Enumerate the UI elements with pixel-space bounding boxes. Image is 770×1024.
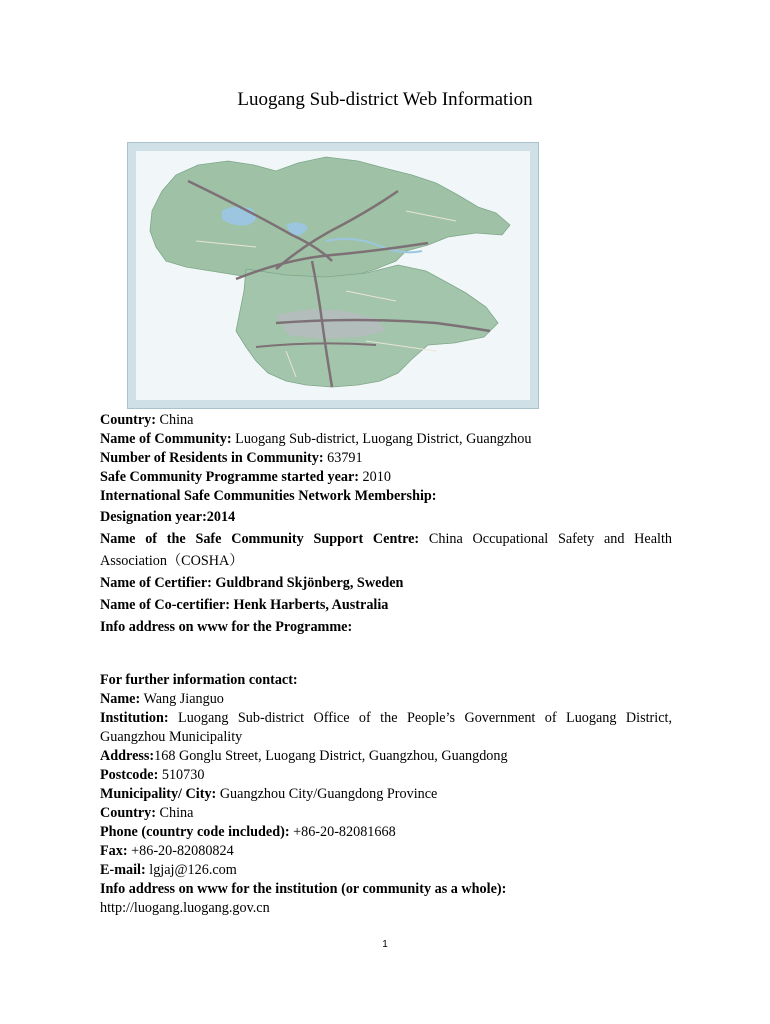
email-value[interactable]: lgjaj@126.com: [149, 862, 237, 878]
country-value: China: [159, 412, 194, 428]
institution-label: Institution:: [100, 710, 169, 726]
country-label: Country:: [100, 412, 156, 428]
support-centre-line: [100, 528, 672, 550]
city-line: [100, 785, 672, 804]
email-line: [100, 861, 672, 880]
contact-name-label: Name:: [100, 691, 141, 707]
programme-info-address-label: Info address on www for the Programme:: [100, 619, 353, 635]
membership-line: [100, 487, 672, 506]
map-illustration: [136, 151, 530, 400]
certifier-line: [100, 572, 672, 594]
programme-info-address-line: [100, 616, 672, 638]
designation-line: [100, 506, 672, 528]
postcode-line: [100, 766, 672, 785]
residents-label: Number of Residents in Community:: [100, 450, 324, 466]
email-label: E-mail:: [100, 862, 146, 878]
phone-label: Phone (country code included):: [100, 824, 290, 840]
support-centre-label: Name of the Safe Community Support Centre:: [100, 531, 420, 547]
institution-value-cont: Guangzhou Municipality: [100, 729, 243, 745]
phone-value: +86-20-82081668: [293, 824, 396, 840]
city-label: Municipality/ City:: [100, 786, 217, 802]
address-value: 168 Gonglu Street, Luogang District, Guangzhou, Guangdong: [154, 748, 508, 764]
cocertifier-label: Name of Co-certifier: Henk Harberts, Australia: [100, 597, 389, 613]
contact-name-line: [100, 690, 672, 709]
fax-label: Fax:: [100, 843, 128, 859]
postcode-value: 510730: [161, 767, 205, 783]
support-centre-value-cont: Association（COSHA）: [100, 553, 244, 569]
postcode-label: Postcode:: [100, 767, 159, 783]
contact-country-line: [100, 804, 672, 823]
contact-name-value: Wang Jianguo: [143, 691, 224, 707]
support-centre-value: China Occupational Safety and Health: [428, 531, 672, 547]
page-title: Luogang Sub-district Web Information: [237, 89, 533, 110]
website-link-line: [100, 899, 672, 918]
district-map: [128, 143, 538, 408]
phone-line: [100, 823, 672, 842]
contact-heading: [100, 671, 672, 690]
contact-country-value: China: [159, 805, 194, 821]
contact-heading-text: For further information contact:: [100, 672, 298, 688]
membership-label: International Safe Communities Network Membership:: [100, 488, 437, 504]
programme-started-value: 2010: [362, 469, 391, 485]
fax-line: [100, 842, 672, 861]
section-spacer: [100, 638, 672, 671]
cocertifier-line: [100, 594, 672, 616]
institution-line: [100, 709, 672, 728]
designation-label: Designation year:2014: [100, 509, 236, 525]
document-body: [100, 411, 672, 918]
programme-started-line: [100, 468, 672, 487]
fax-value: +86-20-82080824: [131, 843, 234, 859]
country-line: [100, 411, 672, 430]
residents-line: [100, 449, 672, 468]
programme-started-label: Safe Community Programme started year:: [100, 469, 359, 485]
website-link[interactable]: http://luogang.luogang.gov.cn: [100, 900, 270, 916]
address-label: Address:: [100, 748, 155, 764]
contact-country-label: Country:: [100, 805, 156, 821]
page-number: 1: [382, 939, 388, 950]
address-line: [100, 747, 672, 766]
institution-value: Luogang Sub-district Office of the People’s Government of Luogang District,: [178, 710, 673, 726]
residents-value: 63791: [327, 450, 363, 466]
community-name-value: Luogang Sub-district, Luogang District, Guangzhou: [235, 431, 532, 447]
institution-www-label: Info address on www for the institution (or community as a whole):: [100, 881, 507, 897]
institution-line-2: [100, 728, 672, 747]
support-centre-line-2: [100, 550, 672, 572]
city-value: Guangzhou City/Guangdong Province: [219, 786, 438, 802]
institution-www-line: [100, 880, 672, 899]
community-name-label: Name of Community:: [100, 431, 232, 447]
community-name-line: [100, 430, 672, 449]
certifier-label: Name of Certifier: Guldbrand Skjönberg, Sweden: [100, 575, 404, 591]
